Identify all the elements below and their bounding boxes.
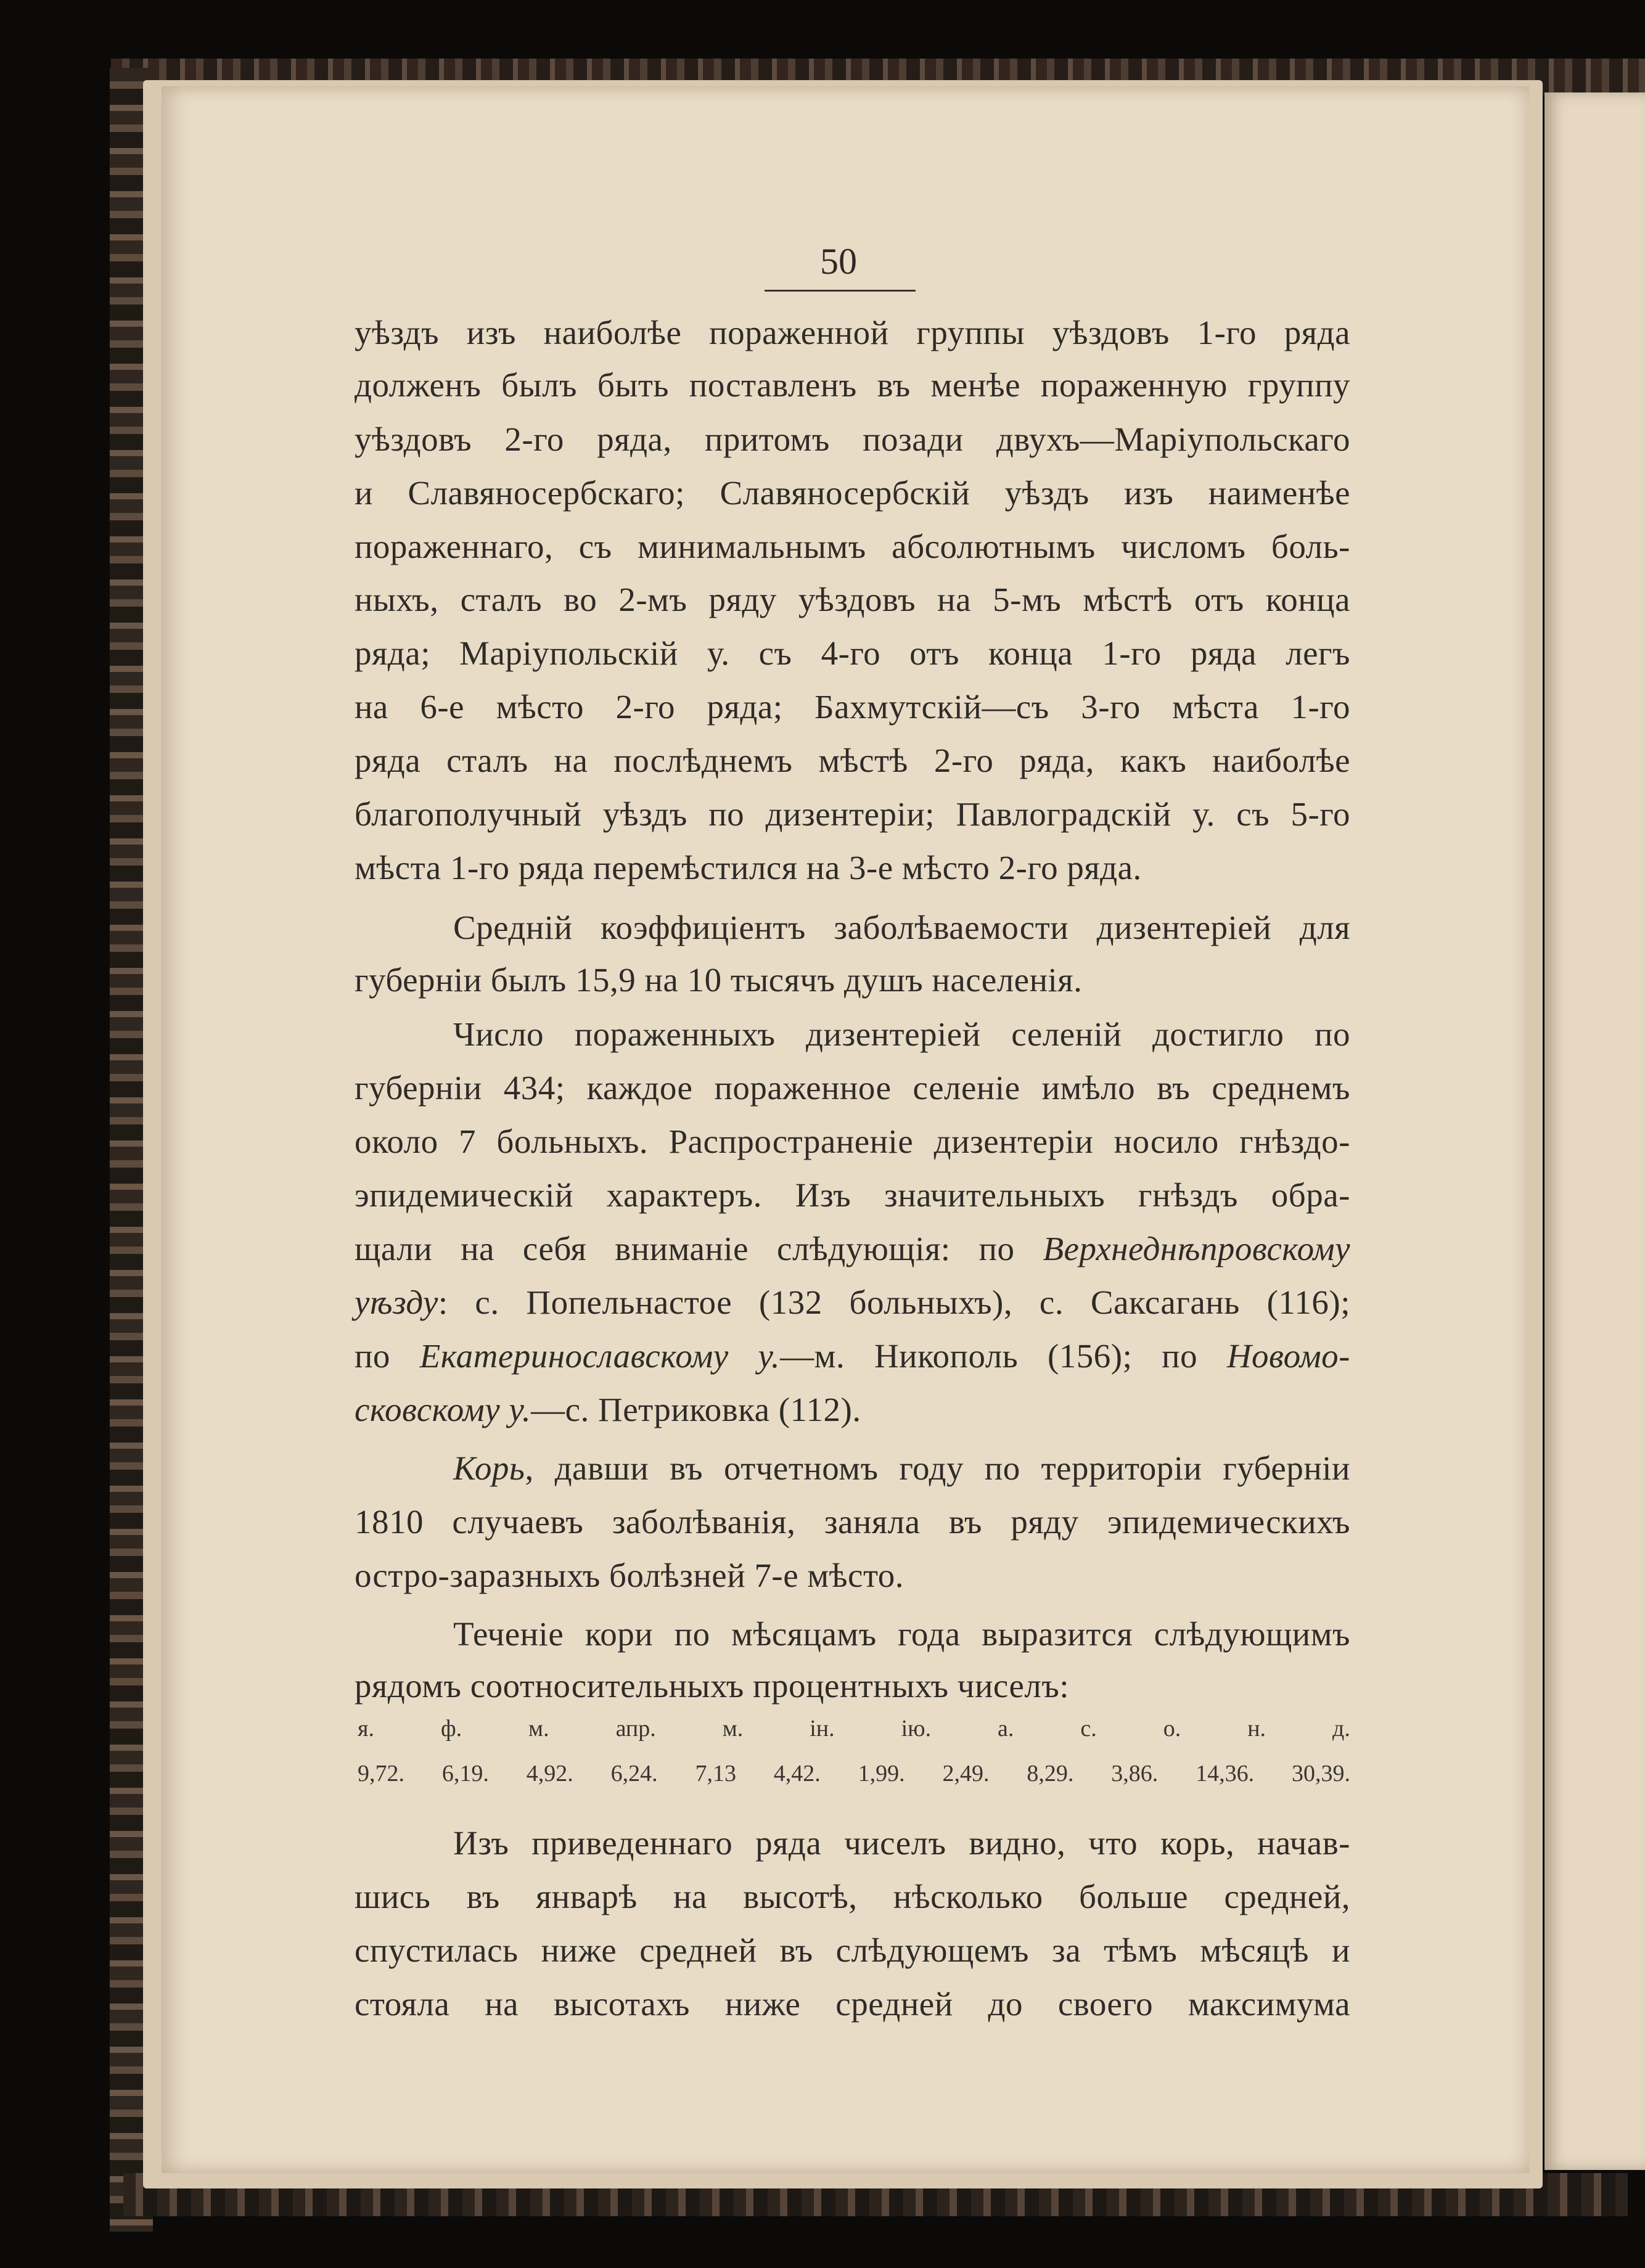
table-month: я. xyxy=(358,1716,374,1742)
table-value: 7,13 xyxy=(695,1761,736,1787)
text-line: долженъ былъ быть поставленъ въ менѣе пораженную группу xyxy=(355,366,1350,404)
table-month: с. xyxy=(1080,1716,1097,1742)
italic-place-name: Новомо- xyxy=(1226,1337,1351,1375)
text-line: губерніи былъ 15,9 на 10 тысячъ душъ населенія. xyxy=(355,961,1083,999)
text-line: 1810 случаевъ заболѣванія, заняла въ ряду эпидемическихъ xyxy=(355,1503,1350,1541)
table-month: ію. xyxy=(901,1716,932,1742)
italic-place-name: сковскому у. xyxy=(355,1391,531,1428)
table-month: д. xyxy=(1332,1716,1350,1742)
text-segment: : с. Попельнастое (132 больныхъ), с. Саксагань (116); xyxy=(438,1283,1350,1321)
page-number: 50 xyxy=(820,241,857,282)
text-line xyxy=(355,1388,1350,1431)
page-number-rule xyxy=(765,290,916,292)
table-value: 6,24. xyxy=(610,1761,658,1787)
text-line: ряда сталъ на послѣднемъ мѣстѣ 2-го ряда, какъ наиболѣе xyxy=(355,742,1350,779)
table-value: 14,36. xyxy=(1196,1761,1255,1787)
table-month: м. xyxy=(528,1716,549,1742)
text-line: спустилась ниже средней въ слѣдующемъ за тѣмъ мѣсяцѣ и xyxy=(355,1931,1350,1969)
text-line: Изъ приведеннаго ряда чиселъ видно, что корь, начав- xyxy=(453,1824,1350,1862)
table-value: 2,49. xyxy=(942,1761,990,1787)
table-month: ін. xyxy=(810,1716,835,1742)
text-line: Число пораженныхъ дизентеріей селеній достигло по xyxy=(453,1015,1350,1053)
text-line: и Славяносербскаго; Славяносербскій уѣздъ изъ наименѣе xyxy=(355,474,1350,512)
table-value-row xyxy=(358,1760,1350,1791)
text-line: около 7 больныхъ. Распространеніе дизентеріи носило гнѣздо- xyxy=(355,1123,1350,1160)
text-line: губерніи 434; каждое пораженное селеніе имѣло въ среднемъ xyxy=(355,1069,1350,1107)
text-segment: —с. Петриковка (112). xyxy=(531,1391,861,1428)
text-line: Теченіе кори по мѣсяцамъ года выразится слѣдующимъ xyxy=(453,1615,1350,1653)
text-line: уѣздъ изъ наиболѣе пораженной группы уѣздовъ 1-го ряда xyxy=(355,314,1350,351)
text-line: ныхъ, сталъ во 2-мъ ряду уѣздовъ на 5-мъ мѣстѣ отъ конца xyxy=(355,581,1350,618)
table-value: 4,92. xyxy=(526,1761,573,1787)
table-month: ф. xyxy=(440,1716,462,1742)
text-line xyxy=(355,1227,1350,1271)
table-value: 4,42. xyxy=(773,1761,821,1787)
text-line xyxy=(355,1281,1350,1324)
table-value: 30,39. xyxy=(1291,1761,1350,1787)
text-line: остро-заразныхъ болѣзней 7-е мѣсто. xyxy=(355,1557,905,1594)
table-month: н. xyxy=(1247,1716,1266,1742)
text-line: эпидемическій характеръ. Изъ значительныхъ гнѣздъ обра- xyxy=(355,1176,1350,1214)
text-line: ряда; Маріупольскій у. съ 4-го отъ конца 1-го ряда легъ xyxy=(355,634,1350,672)
text-segment: щали на себя вниманіе слѣдующія: по xyxy=(355,1230,1015,1267)
text-segment: по xyxy=(355,1337,390,1375)
table-header-row xyxy=(358,1715,1350,1746)
text-line: пораженнаго, съ минимальнымъ абсолютнымъ числомъ боль- xyxy=(355,528,1350,565)
table-month: о. xyxy=(1163,1716,1181,1742)
table-value: 9,72. xyxy=(358,1761,404,1787)
text-line xyxy=(453,1447,1350,1490)
text-line xyxy=(355,1335,1350,1378)
text-line: рядомъ соотносительныхъ процентныхъ чиселъ: xyxy=(355,1667,1070,1705)
text-line: уѣздовъ 2-го ряда, притомъ позади двухъ—Маріупольскаго xyxy=(355,420,1350,458)
text-line: Среднiй коэффиціентъ заболѣваемости дизентеріей для xyxy=(453,909,1350,946)
next-page-edge xyxy=(1544,92,1645,2170)
text-line: мѣста 1-го ряда перемѣстился на 3-е мѣсто 2-го ряда. xyxy=(355,849,1142,886)
table-month: м. xyxy=(722,1716,744,1742)
table-month: апр. xyxy=(615,1716,656,1742)
table-value: 8,29. xyxy=(1027,1761,1074,1787)
text-line: стояла на высотахъ ниже средней до своего максимума xyxy=(355,1985,1350,2023)
italic-place-name: Верхнеднѣпровскому xyxy=(1043,1230,1350,1267)
text-line: на 6-е мѣсто 2-го ряда; Бахмутскій—съ 3-го мѣста 1-го xyxy=(355,688,1350,726)
table-value: 1,99. xyxy=(858,1761,905,1787)
italic-place-name: уѣзду xyxy=(355,1283,438,1321)
text-line: благополучный уѣздъ по дизентеріи; Павлоградскій у. съ 5-го xyxy=(355,795,1350,833)
text-segment: —м. Никополь (156); по xyxy=(780,1337,1198,1375)
table-value: 3,86. xyxy=(1111,1761,1159,1787)
table-value: 6,19. xyxy=(441,1761,489,1787)
italic-term: Корь xyxy=(453,1449,525,1487)
italic-place-name: Екатеринославскому у. xyxy=(419,1337,781,1375)
text-segment: , давши въ отчетномъ году по территоріи губерніи xyxy=(525,1449,1350,1487)
table-month: а. xyxy=(998,1716,1014,1742)
text-line: шись въ январѣ на высотѣ, нѣсколько больше средней, xyxy=(355,1878,1350,1915)
